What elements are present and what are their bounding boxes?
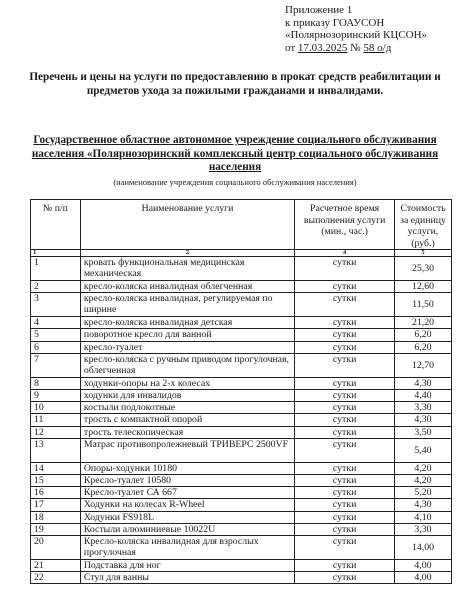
table-row [31, 511, 452, 523]
row-price: 4,20 [395, 462, 452, 474]
row-time: сутки [295, 341, 395, 353]
row-price: 14,00 [395, 536, 452, 560]
table-row [31, 438, 452, 462]
row-time: сутки [295, 390, 395, 402]
row-price: 4,40 [395, 390, 452, 402]
row-time: сутки [295, 281, 395, 293]
row-number: 13 [31, 438, 81, 462]
row-number: 10 [31, 402, 81, 414]
row-number: 20 [31, 536, 81, 560]
row-time: сутки [295, 523, 395, 535]
table-row [31, 426, 452, 438]
header-number: № п/п [31, 200, 81, 250]
table-row [31, 499, 452, 511]
row-service-name: Кресло-туалет СА 667 [80, 487, 294, 499]
row-price: 12,60 [395, 281, 452, 293]
table-row [31, 257, 452, 281]
row-time: сутки [295, 438, 395, 462]
row-time: сутки [295, 414, 395, 426]
table-body [31, 257, 452, 584]
row-service-name: ходунки для инвалидов [80, 390, 294, 402]
row-service-name: ходунки-опоры на 2-х колесах [80, 377, 294, 389]
row-price: 5,20 [395, 487, 452, 499]
row-time: сутки [295, 536, 395, 560]
row-price: 6,20 [395, 329, 452, 341]
table-row [31, 341, 452, 353]
row-service-name: Матрас противопролежневый ТРИВЕРС 2500VF [80, 438, 294, 462]
row-number: 8 [31, 377, 81, 389]
table-row [31, 414, 452, 426]
row-price: 11,50 [395, 293, 452, 317]
table-index-row [31, 250, 452, 257]
row-time: сутки [295, 317, 395, 329]
row-time: сутки [295, 475, 395, 487]
row-price: 12,70 [395, 353, 452, 377]
row-number: 9 [31, 390, 81, 402]
row-number: 15 [31, 475, 81, 487]
table-row [31, 462, 452, 474]
row-service-name: кресло-коляска инвалидная, регулируемая по ширине [80, 293, 294, 317]
annex-block [285, 4, 427, 54]
row-time: сутки [295, 572, 395, 584]
annex-line-3: «Полярнозоринский КЦСОН» [285, 29, 428, 41]
row-service-name: кресло-коляска инвалидная облегченная [80, 281, 294, 293]
row-price: 5,40 [395, 438, 452, 462]
row-time: сутки [295, 329, 395, 341]
row-time: сутки [295, 402, 395, 414]
index-cell: 1 [31, 250, 81, 257]
row-number: 21 [31, 560, 81, 572]
header-service-name: Наименование услуги [80, 200, 294, 250]
row-price: 3,30 [395, 402, 452, 414]
index-cell: 2 [80, 250, 294, 257]
header-time: Расчетное время выполнения услуги (мин., час.) [295, 200, 395, 250]
header-price: Стоимость за единицу услуги, (руб.) [395, 200, 452, 250]
annex-date-prefix: от [285, 41, 298, 54]
row-number: 11 [31, 414, 81, 426]
table-row [31, 560, 452, 572]
row-number: 16 [31, 487, 81, 499]
index-cell: 5 [395, 250, 452, 257]
row-number: 2 [31, 281, 81, 293]
row-number: 17 [31, 499, 81, 511]
annex-line-1: Приложение 1 [285, 4, 353, 16]
row-price: 4,30 [395, 414, 452, 426]
row-service-name: Стул для ванны [80, 572, 294, 584]
row-time: сутки [295, 353, 395, 377]
row-price: 4,10 [395, 511, 452, 523]
row-time: сутки [295, 560, 395, 572]
row-price: 4,00 [395, 572, 452, 584]
row-time: сутки [295, 377, 395, 389]
row-number: 12 [31, 426, 81, 438]
row-time: сутки [295, 293, 395, 317]
row-time: сутки [295, 487, 395, 499]
table-row [31, 402, 452, 414]
row-price: 4,30 [395, 377, 452, 389]
row-time: сутки [295, 499, 395, 511]
row-price: 21,20 [395, 317, 452, 329]
row-service-name: поворотное кресло для ванной [80, 329, 294, 341]
row-price: 4,20 [395, 475, 452, 487]
row-service-name: Ходунки на колесах R-Wheel [80, 499, 294, 511]
row-time: сутки [295, 462, 395, 474]
row-number: 18 [31, 511, 81, 523]
table-header-row [31, 200, 452, 250]
row-price: 3,30 [395, 523, 452, 535]
index-cell: 4 [295, 250, 395, 257]
row-service-name: Кресло-коляска инвалидная для взрослых прогулочная [80, 536, 294, 560]
row-service-name: кресло-коляска с ручным приводом прогулочная, облегченная [80, 353, 294, 377]
table-row [31, 390, 452, 402]
row-service-name: Ходунки FS918L [80, 511, 294, 523]
table-row [31, 536, 452, 560]
annex-number-sign: № [347, 41, 364, 54]
table-row [31, 317, 452, 329]
row-time: сутки [295, 511, 395, 523]
table-row [31, 293, 452, 317]
row-service-name: кровать функциональная медицинская механическая [80, 257, 294, 281]
row-service-name: костыли подлокотные [80, 402, 294, 414]
row-service-name: Кресло-туалет 10580 [80, 475, 294, 487]
document-title: Перечень и цены на услуги по предоставлению в прокат средств реабилитации и предметов ухода за пожилыми гражданами и инвалидами. [29, 71, 441, 97]
row-service-name: кресло-туалет [80, 341, 294, 353]
row-number: 5 [31, 329, 81, 341]
row-time: сутки [295, 257, 395, 281]
annex-date: 17.03.2025 [297, 41, 348, 54]
row-price: 4,30 [395, 499, 452, 511]
row-time: сутки [295, 426, 395, 438]
row-service-name: трость с компактной опорой [80, 414, 294, 426]
row-number: 6 [31, 341, 81, 353]
row-number: 4 [31, 317, 81, 329]
row-number: 19 [31, 523, 81, 535]
table-row [31, 572, 452, 584]
row-service-name: Опоры-ходунки 10180 [80, 462, 294, 474]
services-table [30, 199, 452, 584]
table-row [31, 353, 452, 377]
table-row [31, 281, 452, 293]
table-row [31, 329, 452, 341]
table-row [31, 523, 452, 535]
row-price: 6,20 [395, 341, 452, 353]
annex-order-number: 58 о/д [363, 41, 392, 54]
table-row [31, 377, 452, 389]
annex-line-2: к приказу ГОАУСОН [285, 16, 385, 29]
row-service-name: Костыли алюминиевые 10022U [80, 523, 294, 535]
organization-note: (наименование учреждения социального обслуживания населения) [113, 177, 357, 187]
row-number: 1 [31, 257, 81, 281]
row-number: 14 [31, 462, 81, 474]
row-number: 3 [31, 293, 81, 317]
row-service-name: Подставка для ног [80, 560, 294, 572]
row-number: 22 [31, 572, 81, 584]
row-number: 7 [31, 353, 81, 377]
organization-name: Государственное областное автономное учреждение социального обслуживания населения «Полярнозоринский комплексный центр социального обслуживания населения [31, 134, 439, 173]
row-service-name: кресло-коляска инвалидная детская [80, 317, 294, 329]
annex-line-4 [285, 42, 427, 55]
row-price: 4,00 [395, 560, 452, 572]
row-price: 25,30 [395, 257, 452, 281]
table-row [31, 487, 452, 499]
table-row [31, 475, 452, 487]
row-service-name: трость телескопическая [80, 426, 294, 438]
row-price: 3,50 [395, 426, 452, 438]
